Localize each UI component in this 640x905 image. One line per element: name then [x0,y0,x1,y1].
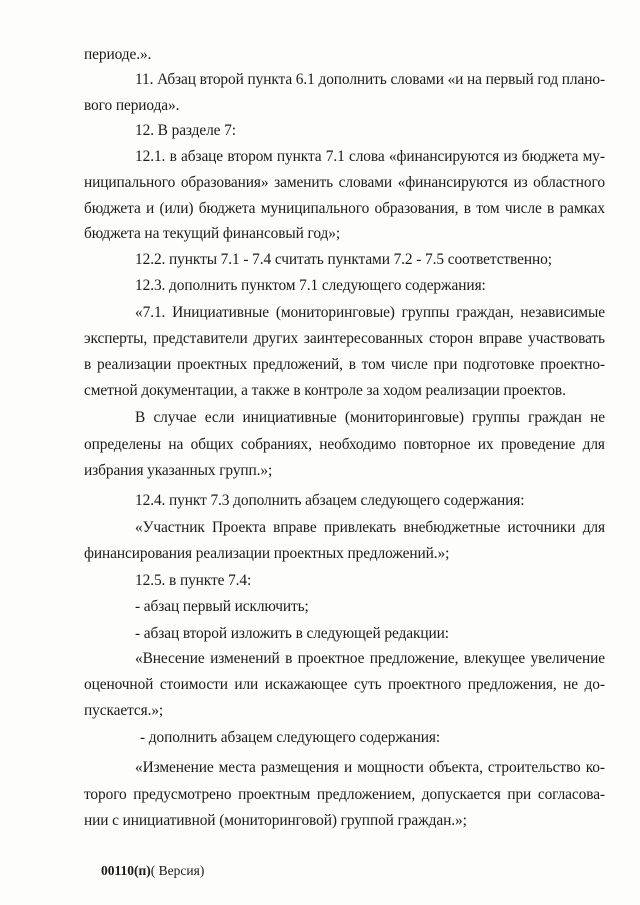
text-line: определены на общих собраниях, необходимо повторное их проведение для [84,436,605,453]
text-line: В случае если инициативные (мониторинговые) группы граждан не [135,409,605,426]
text-line: пускается.»; [84,702,164,719]
text-line: эксперты, представители других заинтересованных сторон вправе участвовать [84,330,605,347]
text-line: в реализации проектных предложений, в том числе при подготовке проектно- [84,356,605,373]
text-line: - абзац второй изложить в следующей редакции: [135,625,449,642]
text-line: торого предусмотрено проектным предложением, допускается при согласова- [84,786,605,803]
text-line: - абзац первый исключить; [135,598,309,615]
text-line: 11. Абзац второй пункта 6.1 дополнить словами «и на первый год плано- [135,71,605,88]
footer-code: 00110(п) [101,863,151,878]
text-line: 12. В разделе 7: [135,122,236,139]
text-line: сметной документации, а также в контроле за ходом реализации проектов. [84,382,566,399]
text-line: «Изменение места размещения и мощности объекта, строительство ко- [135,759,605,776]
footer-version: ( Версия) [150,863,205,878]
document-footer [101,862,204,880]
text-line: бюджета на текущий финансовый год»; [84,225,341,242]
text-line: 12.5. в пункте 7.4: [135,572,252,589]
text-line: - дополнить абзацем следующего содержания: [140,729,441,746]
text-line: «7.1. Инициативные (мониторинговые) группы граждан, независимые [135,304,605,321]
text-line: нии с инициативной (мониторинговой) группой граждан.»; [84,812,467,829]
text-line: 12.4. пункт 7.3 дополнить абзацем следующего содержания: [135,492,525,509]
text-line: ниципального образования» заменить словами «финансируются из областного [84,174,605,191]
text-line: оценочной стоимости или искажающее суть проектного предложения, не до- [84,676,605,693]
text-line: избрания указанных групп.»; [84,462,273,479]
text-line: «Участник Проекта вправе привлекать внебюджетные источники для [135,519,605,536]
text-line: периоде.». [84,46,152,63]
text-line: 12.2. пункты 7.1 - 7.4 считать пунктами 7.2 - 7.5 соответственно; [135,251,552,268]
text-line: бюджета и (или) бюджета муниципального образования, в том числе в рамках [84,200,605,217]
text-line: вого периода». [84,97,180,114]
text-line: 12.1. в абзаце втором пункта 7.1 слова «финансируются из бюджета му- [135,148,605,165]
text-line: 12.3. дополнить пунктом 7.1 следующего содержания: [135,277,486,294]
text-line: финансирования реализации проектных предложений.»; [84,545,450,562]
text-line: «Внесение изменений в проектное предложение, влекущее увеличение [135,650,605,667]
